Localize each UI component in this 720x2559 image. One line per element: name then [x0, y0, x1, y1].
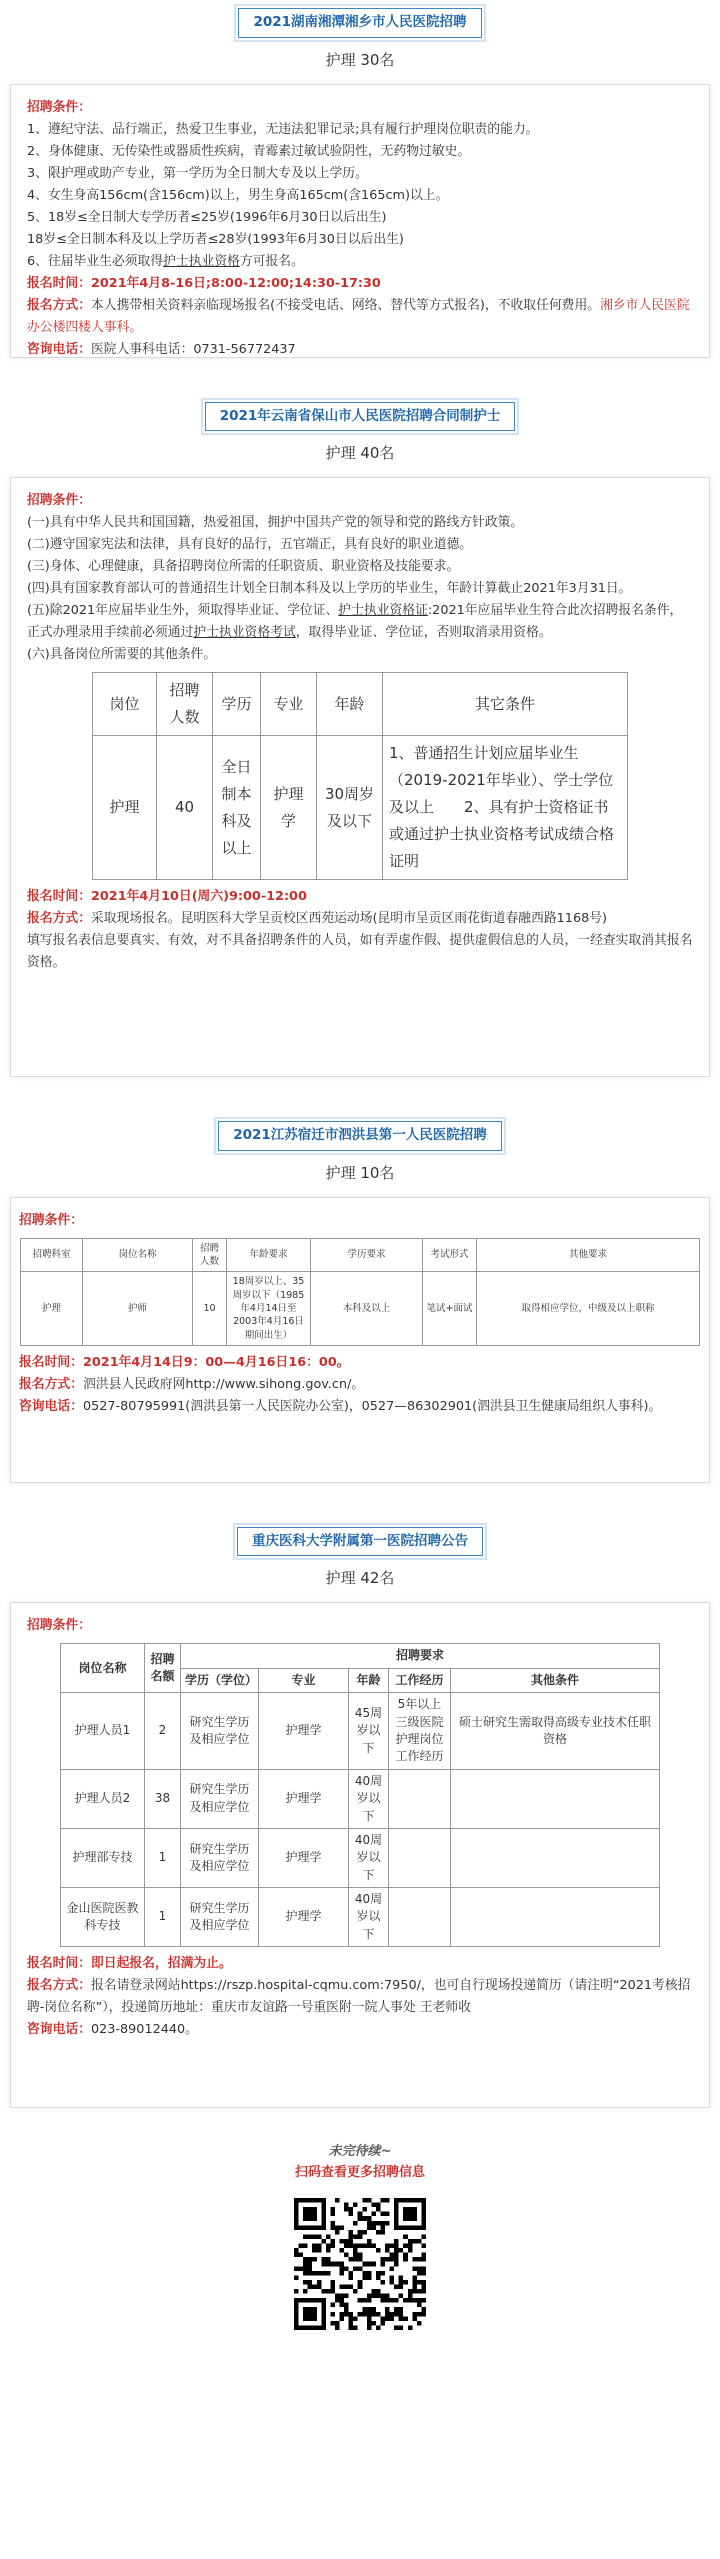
- table-header: 招聘名额: [145, 1644, 181, 1693]
- table-header: 专业: [261, 673, 317, 736]
- table-header-row: [93, 673, 628, 736]
- table-header: 其它条件: [383, 673, 628, 736]
- table-cell: 护理: [93, 736, 157, 880]
- time-label: 报名时间：: [27, 1956, 91, 1972]
- table-row: [61, 1769, 660, 1828]
- job-section-sihong: [10, 1121, 710, 1483]
- table-row: [21, 1272, 700, 1345]
- table-cell: 40周岁以下: [349, 1828, 389, 1887]
- table-cell: [451, 1888, 660, 1947]
- table-header: 招聘要求: [181, 1644, 660, 1668]
- contact-phone: 023-89012440。: [90, 2022, 198, 2038]
- position-count: 护理 10名: [325, 1163, 395, 1182]
- scan-prompt: 扫码查看更多招聘信息: [294, 2165, 425, 2181]
- requirement-line: (四)具有国家教育部认可的普通招生计划全日制本科及以上学历的毕业生，年龄计算截止2021年3月31日。: [27, 581, 632, 597]
- table-cell: 5年以上三级医院护理岗位工作经历: [389, 1693, 451, 1770]
- method-label: 报名方式：: [27, 911, 91, 927]
- positions-table: [60, 1643, 660, 1947]
- table-cell: 1: [145, 1888, 181, 1947]
- nurse-license-text: 护士执业资格: [163, 253, 240, 269]
- time-label: 报名时间：: [19, 1354, 83, 1370]
- phone-label: 咨询电话：: [19, 1398, 83, 1414]
- job-card: [10, 477, 710, 1077]
- table-header: 学历要求: [311, 1238, 423, 1272]
- table-cell: [451, 1769, 660, 1828]
- table-cell: [451, 1828, 660, 1887]
- position-count: 护理 40名: [325, 444, 395, 463]
- table-header: 其他条件: [451, 1668, 660, 1692]
- table-header: 年龄要求: [227, 1238, 311, 1272]
- table-cell: 护理学: [259, 1769, 349, 1828]
- requirement-line: 4、女生身高156cm(含156cm)以上，男生身高165cm(含165cm)以上。: [27, 187, 449, 203]
- table-cell: 18周岁以上、35周岁以下（1985年4月14日至2003年4月16日期间出生）: [227, 1272, 311, 1345]
- section-title: 2021年云南省保山市人民医院招聘合同制护士: [205, 402, 516, 432]
- table-header: 学历（学位）: [181, 1668, 259, 1692]
- table-cell: 全日制本科及以上: [213, 736, 261, 880]
- method-label: 报名方式：: [27, 297, 91, 313]
- table-row: [93, 736, 628, 880]
- requirement-line: 3、限护理或助产专业，第一学历为全日制大专及以上学历。: [27, 165, 368, 181]
- requirement-line: 1、遵纪守法、品行端正，热爱卫生事业，无违法犯罪记录;具有履行护理岗位职责的能力。: [27, 121, 539, 137]
- table-cell: 45周岁以下: [349, 1693, 389, 1770]
- table-cell: 取得相应学位，中级及以上职称: [477, 1272, 700, 1345]
- table-cell: 护理学: [261, 736, 317, 880]
- positions-table: [20, 1238, 700, 1346]
- table-cell: 护理学: [259, 1693, 349, 1770]
- phone-label: 咨询电话：: [27, 341, 91, 357]
- requirement-line: 6、往届毕业生必须取得护士执业资格方可报名。: [27, 253, 304, 269]
- signup-time: 2021年4月14日9：00—4月16日16：00。: [82, 1354, 350, 1370]
- license-text: 护士执业资格证: [338, 603, 428, 619]
- to-be-continued-text: 未完待续~: [328, 2144, 392, 2160]
- table-cell: 护理: [21, 1272, 83, 1345]
- table-row: [61, 1693, 660, 1770]
- table-cell: 40周岁以下: [349, 1769, 389, 1828]
- table-cell: 护师: [83, 1272, 193, 1345]
- job-card: [10, 84, 710, 358]
- table-header: 工作经历: [389, 1668, 451, 1692]
- table-cell: 1、普通招生计划应届毕业生（2019-2021年毕业）、学士学位及以上 2、具有护士资格证书或通过护士执业资格考试成绩合格证明: [383, 736, 628, 880]
- job-section-xiangxiang: [10, 8, 710, 358]
- signup-location: 湘乡市人民医院办公楼四楼人事科。: [27, 297, 690, 335]
- positions-table: [92, 672, 628, 880]
- section-title: 2021湖南湘潭湘乡市人民医院招聘: [238, 8, 481, 38]
- table-cell: 40周岁以下: [349, 1888, 389, 1947]
- table-cell: 研究生学历及相应学位: [181, 1828, 259, 1887]
- signup-time: 2021年4月8-16日;8:00-12:00;14:30-17:30: [90, 275, 381, 291]
- job-section-cqmu: [10, 1527, 710, 2109]
- requirements-label: 招聘条件：: [27, 1618, 91, 1634]
- section-title: 2021江苏宿迁市泗洪县第一人民医院招聘: [218, 1121, 502, 1151]
- exam-text: 护士执业资格考试: [193, 625, 296, 641]
- table-cell: 1: [145, 1828, 181, 1887]
- table-cell: 金山医院医教科专技: [61, 1888, 145, 1947]
- table-cell: 研究生学历及相应学位: [181, 1888, 259, 1947]
- table-cell: 笔试+面试: [423, 1272, 477, 1345]
- table-header: 其他要求: [477, 1238, 700, 1272]
- table-header: 岗位名称: [83, 1238, 193, 1272]
- signup-time: 即日起报名，招满为止。: [90, 1956, 232, 1972]
- requirement-line: (二)遵守国家宪法和法律，具有良好的品行，五官端正，具有良好的职业道德。: [27, 537, 473, 553]
- table-cell: 研究生学历及相应学位: [181, 1769, 259, 1828]
- table-header: 招聘人数: [193, 1238, 227, 1272]
- method-label: 报名方式：: [27, 1978, 91, 1994]
- job-card: [10, 1602, 710, 2108]
- job-section-baoshan: [10, 402, 710, 1078]
- position-count: 护理 42名: [325, 1569, 395, 1588]
- table-cell: [389, 1769, 451, 1828]
- table-cell: 40: [157, 736, 213, 880]
- phone-label: 咨询电话：: [27, 2022, 91, 2038]
- table-header: 年龄: [349, 1668, 389, 1692]
- table-header: 考试形式: [423, 1238, 477, 1272]
- position-count: 护理 30名: [325, 50, 395, 69]
- table-cell: 38: [145, 1769, 181, 1828]
- table-header: 岗位名称: [61, 1644, 145, 1693]
- table-cell: 本科及以上: [311, 1272, 423, 1345]
- table-row: [61, 1828, 660, 1887]
- requirements-label: 招聘条件：: [27, 99, 91, 115]
- table-header: 学历: [213, 673, 261, 736]
- table-header: 专业: [259, 1668, 349, 1692]
- table-cell: 30周岁及以下: [317, 736, 383, 880]
- requirement-line: 5、18岁≤全日制大专学历者≤25岁(1996年6月30日以后出生): [27, 209, 387, 225]
- requirement-line: 2、身体健康、无传染性或器质性疾病，青霉素过敏试验阴性，无药物过敏史。: [27, 143, 471, 159]
- table-cell: 护理学: [259, 1888, 349, 1947]
- section-title: 重庆医科大学附属第一医院招聘公告: [237, 1527, 483, 1557]
- method-label: 报名方式：: [19, 1376, 83, 1392]
- table-cell: 护理人员2: [61, 1769, 145, 1828]
- table-cell: 硕士研究生需取得高级专业技术任职资格: [451, 1693, 660, 1770]
- table-header: 招聘科室: [21, 1238, 83, 1272]
- table-cell: [389, 1888, 451, 1947]
- signup-time: 2021年4月10日(周六)9:00-12:00: [90, 889, 307, 905]
- table-cell: 研究生学历及相应学位: [181, 1693, 259, 1770]
- contact-phone: 0527-80795991(泗洪县第一人民医院办公室)，0527—86302901(泗洪县卫生健康局组织人事科)。: [82, 1398, 662, 1414]
- requirement-line: (六)具备岗位所需要的其他条件。: [27, 647, 217, 663]
- signup-note: 填写报名表信息要真实、有效，对不具备招聘条件的人员，如有弄虚作假、提供虚假信息的人员，一经查实取消其报名资格。: [27, 933, 693, 971]
- table-cell: 护理学: [259, 1828, 349, 1887]
- contact-phone: 医院人事科电话：0731-56772437: [90, 341, 296, 357]
- requirement-line: 18岁≤全日制本科及以上学历者≤28岁(1993年6月30日以后出生): [27, 231, 404, 247]
- table-row: [61, 1888, 660, 1947]
- table-cell: [389, 1828, 451, 1887]
- table-header: 岗位: [93, 673, 157, 736]
- requirement-line: (五)除2021年应届毕业生外，须取得毕业证、学位证、护士执业资格证:2021年应届毕业生符合此次招聘报名条件，正式办理录用手续前必须通过护士执业资格考试，取得毕业证、学位证，否则取消录用资格。: [27, 603, 683, 641]
- table-header: 招聘人数: [157, 673, 213, 736]
- table-cell: 护理人员1: [61, 1693, 145, 1770]
- requirements-label: 招聘条件：: [27, 493, 91, 509]
- signup-method: 采取现场报名。昆明医科大学呈贡校区西苑运动场(昆明市呈贡区雨花街道春融西路1168号): [90, 911, 608, 927]
- table-cell: 10: [193, 1272, 227, 1345]
- signup-method: 本人携带相关资料亲临现场报名(不接受电话、网络、替代等方式报名)，不收取任何费用。: [90, 297, 601, 313]
- qr-code-icon[interactable]: [294, 2198, 426, 2330]
- time-label: 报名时间：: [27, 889, 91, 905]
- job-card: [10, 1197, 710, 1483]
- signup-method: 报名请登录网站https://rszp.hospital-cqmu.com:7950/，也可自行现场投递简历（请注明“2021考核招聘-岗位名称”），投递简历地址：重庆市友谊路一号重医附一院人事处 王老师收: [27, 1978, 691, 2016]
- requirements-label: 招聘条件：: [19, 1212, 83, 1228]
- footer: [0, 2142, 720, 2330]
- table-header-row: [21, 1238, 700, 1272]
- requirement-line: (三)身体、心理健康，具备招聘岗位所需的任职资质、职业资格及技能要求。: [27, 559, 460, 575]
- signup-method: 泗洪县人民政府网http://www.sihong.gov.cn/。: [82, 1376, 365, 1392]
- table-header-row: [61, 1644, 660, 1668]
- table-header: 年龄: [317, 673, 383, 736]
- time-label: 报名时间：: [27, 275, 91, 291]
- table-cell: 护理部专技: [61, 1828, 145, 1887]
- requirement-line: (一)具有中华人民共和国国籍，热爱祖国，拥护中国共产党的领导和党的路线方针政策。: [27, 515, 524, 531]
- table-cell: 2: [145, 1693, 181, 1770]
